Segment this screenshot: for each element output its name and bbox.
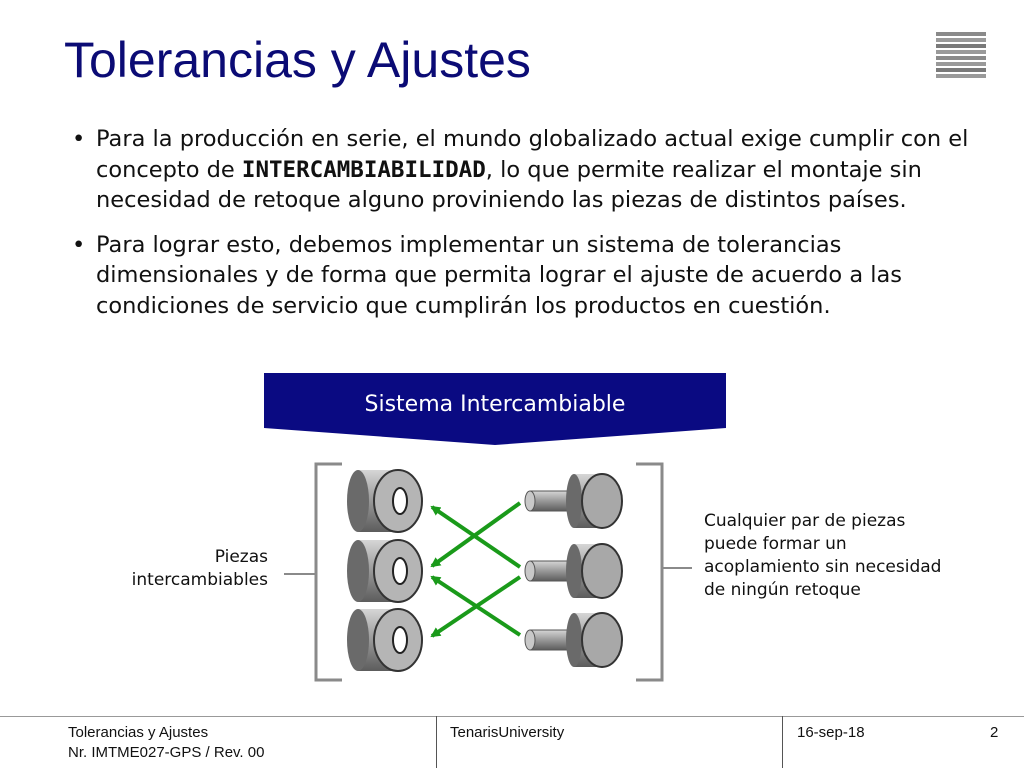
footer-divider xyxy=(0,716,1024,717)
bullet-text: Para lograr esto, debemos implementar un sistema de tolerancias dimensionales y de forma que permita lograr el ajuste de acuerdo a las condiciones de servicio que cumplirán los productos en cuestión. xyxy=(96,231,903,319)
shaft-part xyxy=(525,544,622,598)
shaft-part xyxy=(525,474,622,528)
bullet-marker: • xyxy=(72,126,86,152)
bullet-emphasis: INTERCAMBIABILIDAD xyxy=(241,156,486,183)
footer-date: 16-sep-18 xyxy=(797,724,865,741)
bullet-item xyxy=(70,124,970,216)
page-number: 2 xyxy=(990,724,999,741)
bullet-item xyxy=(70,230,970,322)
coupling-note: Cualquier par de piezas puede formar un acoplamiento sin necesidad de ningún retoque xyxy=(704,511,942,600)
banner-label: Sistema Intercambiable xyxy=(364,392,626,417)
bullet-text: Para la producción en serie, el mundo globalizado actual exige cumplir con el concepto de xyxy=(96,126,969,183)
right-bracket xyxy=(636,464,662,680)
tenaris-logo-icon xyxy=(936,32,986,78)
interchangeable-parts-label: Piezas intercambiables xyxy=(131,547,268,590)
shaft-part xyxy=(525,613,622,667)
footer-document-number: Nr. IMTME027-GPS / Rev. 00 xyxy=(68,744,265,761)
bushing-part xyxy=(347,609,422,671)
footer-organization: TenarisUniversity xyxy=(450,724,565,741)
left-bracket xyxy=(316,464,342,680)
footer-separator xyxy=(436,716,437,768)
slide-title: Tolerancias y Ajustes xyxy=(64,32,531,88)
bullet-text: , lo que permite realizar el montaje sin necesidad de retoque alguno proviniendo las piezas de distintos países. xyxy=(96,156,922,213)
bullet-list xyxy=(70,124,970,335)
footer-course: Tolerancias y Ajustes xyxy=(68,724,209,741)
bushing-part xyxy=(347,540,422,602)
bushing-part xyxy=(347,470,422,532)
bullet-marker: • xyxy=(72,231,86,258)
footer-separator xyxy=(782,716,783,768)
